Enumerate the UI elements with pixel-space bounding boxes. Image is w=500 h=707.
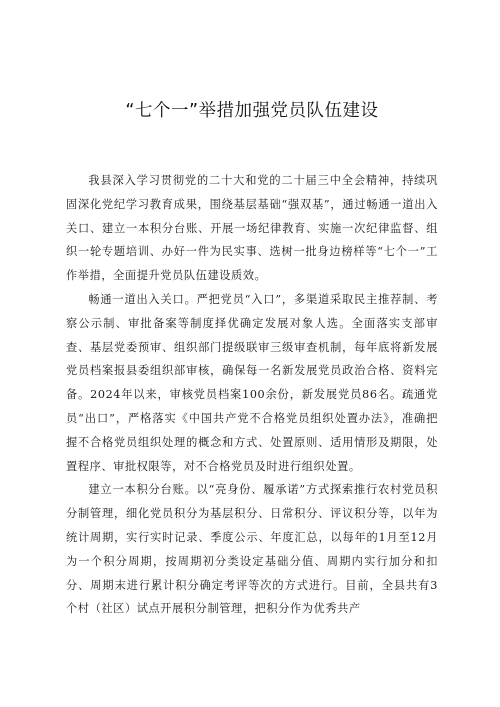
document-title: “七个一”举措加强党员队伍建设	[125, 101, 379, 121]
paragraph-intro: 我县深入学习贯彻党的二十大和党的二十届三中全会精神，持续巩固深化党纪学习教育成果，围绕基层基础“强双基”，通过畅通一道出入关口、建立一本积分台账、开展一场纪律教育、实施一次纪律监督、组织一轮专题培训、办好一件为民实事、选树一批身边榜样等“七个一”工作举措，全面提升党员队伍建设质效。	[66, 174, 438, 283]
paragraph-points-ledger: 建立一本积分台账。以“亮身份、履承诺”方式探索推行农村党员积分制管理，细化党员积分为基层积分、日常积分、评议积分等，以年为统计周期，实行实时记录、季度公示、年度汇总，以每年的1月至12月为一个积分周期，按周期初分类设定基础分值、周期内实行加分和扣分、周期末进行累计积分确定考评等次的方式进行。目前，全县共有3个村（社区）试点开展积分制管理，把积分作为优秀共产	[66, 483, 438, 616]
paragraph-entry-exit: 畅通一道出入关口。严把党员“入口”，多渠道采取民主推荐制、考察公示制、审批备案等制度择优确定发展对象人选。全面落实支部审查、基层党委预审、组织部门提级联审三级审查机制，每年底将新发展党员档案报县委组织部审核，确保每一名新发展党员政治合格、资料完备。2024年以来，审核党员档案100余份，新发展党员86名。疏通党员“出口”，严格落实《中国共产党不合格党员组织处置办法》，准确把握不合格党员组织处理的概念和方式、处置原则、适用情形及期限，处置程序、审批权限等，对不合格党员及时进行组织处置。	[66, 292, 438, 473]
document-body	[66, 169, 438, 621]
